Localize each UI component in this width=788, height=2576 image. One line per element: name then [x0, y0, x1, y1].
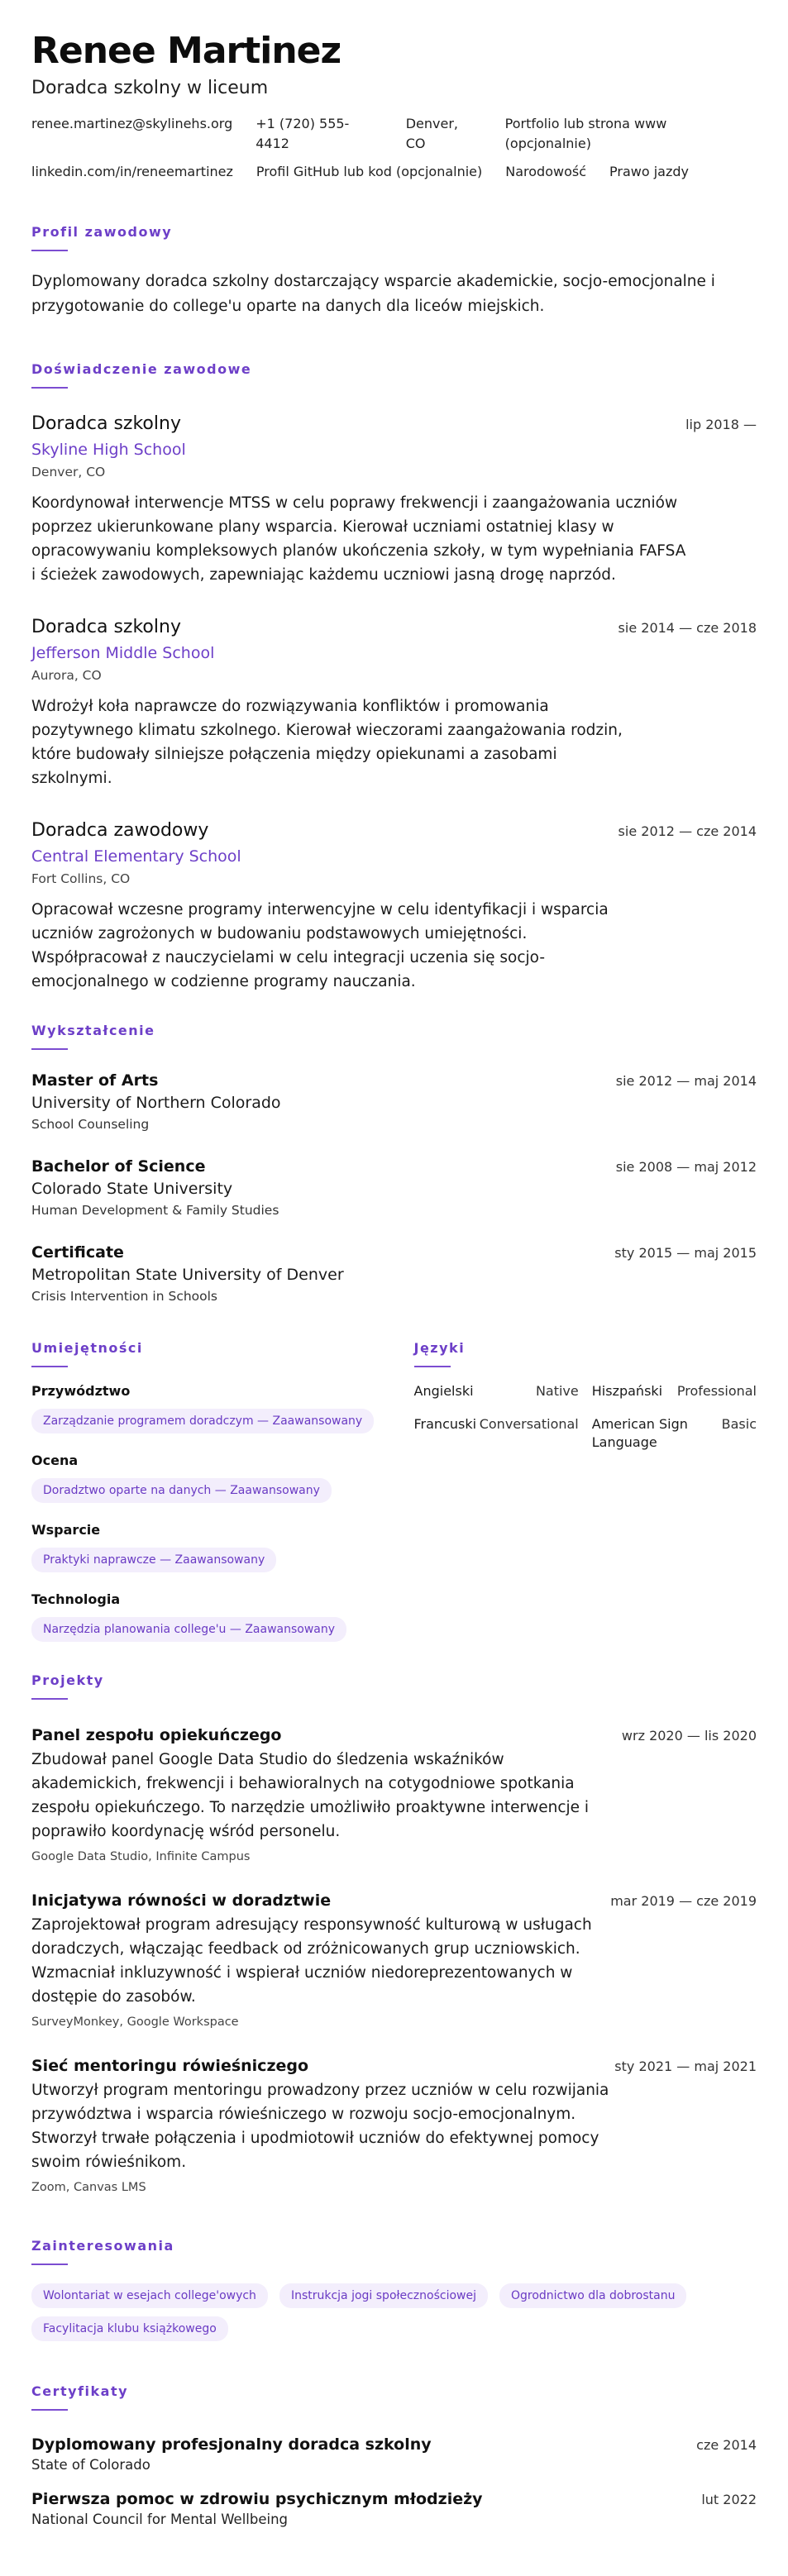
project-description: Zbudował panel Google Data Studio do śledzenia wskaźników akademickich, frekwencji i behawioralnych na cotygodniowe spotkania zespołu opiekuńczego. To narzędzie umożliwiło proaktywne interwencje i poprawiło koordynację wśród personelu. [31, 1751, 590, 1840]
skill-chip: Zarządzanie programem doradczym — Zaawansowany [31, 1409, 374, 1433]
interest-chip: Instrukcja jogi społecznościowej [279, 2283, 488, 2308]
language-level: Basic [721, 1416, 757, 1432]
education-entry [31, 1242, 757, 1306]
job-date: sie 2014 — cze 2018 [618, 620, 757, 636]
education-school: University of Northern Colorado [31, 1094, 281, 1112]
skill-chip: Praktyki naprawcze — Zaawansowany [31, 1548, 276, 1572]
education-school: Colorado State University [31, 1180, 233, 1198]
section-title: Zainteresowania [31, 2238, 174, 2254]
education-degree: Master of Arts [31, 1071, 159, 1090]
interest-chip: Wolontariat w esejach college'owych [31, 2283, 268, 2308]
job-entry [31, 818, 757, 994]
education-degree: Bachelor of Science [31, 1157, 206, 1176]
contact-location: Denver, CO [405, 116, 458, 151]
certifications-section [31, 2383, 757, 2530]
job-title: Doradca zawodowy [31, 820, 209, 841]
skill-chip: Narzędzia planowania college'u — Zaawansowany [31, 1617, 346, 1642]
education-date: sie 2008 — maj 2012 [615, 1159, 757, 1175]
section-divider [31, 1366, 68, 1367]
job-description: Koordynował interwencje MTSS w celu poprawy frekwencji i zaangażowania uczniów poprzez ukierunkowane plany wsparcia. Kierował uczniami ostatniej klasy w opracowywaniu kompleksowych planów ukończenia szkoły, w tym wypełniania FAFSA i ścieżek zawodowych, zapewniając każdemu uczniowi jasną drogę naprzód. [31, 494, 686, 584]
skill-group [31, 1382, 375, 1433]
interest-chip: Ogrodnictwo dla dobrostanu [499, 2283, 687, 2308]
job-company: Jefferson Middle School [31, 644, 215, 662]
project-date: wrz 2020 — lis 2020 [621, 1728, 757, 1744]
skill-group [31, 1521, 375, 1572]
section-divider [31, 250, 68, 251]
section-divider [31, 2409, 68, 2411]
project-description: Utworzył program mentoringu prowadzony przez uczniów w celu rozwijania przywództwa i wsparcia rówieśniczego w rozwoju socjo-emocjonalnym. Stworzył trwałe połączenia i upodmiotowił uczniów do efektywnej pomocy swoim rówieśnikom. [31, 2082, 609, 2171]
education-date: sty 2015 — maj 2015 [614, 1245, 757, 1261]
languages-grid [414, 1382, 757, 1452]
education-field: School Counseling [31, 1117, 150, 1132]
project-tech: SurveyMonkey, Google Workspace [31, 2015, 239, 2029]
skill-group [31, 1452, 375, 1503]
section-divider [31, 1048, 68, 1050]
section-title: Umiejętności [31, 1340, 143, 1356]
contact-phone[interactable]: +1 (720) 555-4412 [256, 116, 350, 151]
contact-line-2 [31, 162, 757, 182]
skill-category: Przywództwo [31, 1383, 131, 1399]
project-title: Sieć mentoringu rówieśniczego [31, 2057, 309, 2075]
language-item [414, 1415, 579, 1452]
section-title: Projekty [31, 1672, 104, 1688]
skill-category: Technologia [31, 1591, 121, 1607]
job-company: Central Elementary School [31, 847, 241, 866]
interest-chip: Facylitacja klubu książkowego [31, 2316, 228, 2341]
contact-email[interactable]: renee.martinez@skylinehs.org [31, 116, 233, 131]
project-entry [31, 1724, 757, 1865]
certification-entry [31, 2488, 757, 2530]
languages-section [414, 1339, 757, 1642]
contact-line-1 [31, 114, 757, 154]
job-entry [31, 412, 757, 587]
interests-section [31, 2237, 757, 2341]
section-title: Języki [413, 1340, 466, 1356]
project-description: Zaprojektował program adresujący responsywność kulturową w usługach doradczych, włączając feedback od zróżnicowanych grup uczniowskich. Wzmacniał inkluzywność i wspierał uczniów niedoreprezentowanych w dostępie do zasobów. [31, 1916, 592, 2006]
skills-section [31, 1339, 375, 1642]
project-entry [31, 2055, 757, 2196]
job-entry [31, 615, 757, 790]
certification-entry [31, 2434, 757, 2475]
section-title: Certyfikaty [31, 2383, 129, 2399]
experience-section [31, 360, 757, 994]
language-item [592, 1415, 757, 1452]
education-degree: Certificate [31, 1243, 124, 1262]
section-title: Doświadczenie zawodowe [31, 361, 252, 377]
candidate-name: Renee Martinez [31, 30, 341, 72]
language-name: Hiszpański [591, 1383, 663, 1399]
summary-section [31, 223, 757, 319]
language-name: Francuski [413, 1416, 477, 1432]
job-description: Opracował wczesne programy interwencyjne w celu identyfikacji i wsparcia uczniów zagrożonych w budowaniu podstawowych umiejętności. Współpracował z nauczycielami w celu integracji uczenia się socjo-emocjonalnego w codzienne programy nauczania. [31, 901, 609, 990]
section-divider [31, 1698, 68, 1700]
job-title: Doradca szkolny [31, 617, 181, 637]
language-level: Native [535, 1383, 579, 1399]
section-divider [31, 2264, 68, 2265]
language-item [592, 1382, 757, 1400]
project-tech: Google Data Studio, Infinite Campus [31, 1850, 251, 1863]
skill-group [31, 1591, 375, 1642]
certification-date: lut 2022 [701, 2492, 757, 2507]
section-divider [414, 1366, 451, 1367]
education-entry [31, 1156, 757, 1220]
certification-title: Pierwsza pomoc w zdrowiu psychicznym młodzieży [31, 2490, 483, 2508]
language-level: Conversational [479, 1416, 579, 1432]
project-title: Inicjatywa równości w doradztwie [31, 1891, 332, 1910]
skill-category: Ocena [31, 1453, 79, 1468]
language-name: American Sign Language [591, 1416, 688, 1450]
section-divider [31, 387, 68, 389]
contact-github[interactable]: Profil GitHub lub kod (opcjonalnie) [256, 164, 483, 179]
skills-languages-row [31, 1339, 757, 1642]
project-date: mar 2019 — cze 2019 [610, 1893, 757, 1909]
job-location: Aurora, CO [31, 668, 102, 683]
language-item [414, 1382, 579, 1400]
education-entry [31, 1070, 757, 1134]
education-school: Metropolitan State University of Denver [31, 1266, 344, 1284]
skill-category: Wsparcie [31, 1522, 101, 1538]
project-entry [31, 1890, 757, 2030]
certification-date: cze 2014 [696, 2437, 757, 2453]
education-field: Human Development & Family Studies [31, 1203, 279, 1218]
contact-driving-license: Prawo jazdy [609, 164, 689, 179]
projects-section [31, 1672, 757, 2196]
project-date: sty 2021 — maj 2021 [614, 2058, 757, 2074]
contact-nationality: Narodowość [505, 164, 587, 179]
job-location: Fort Collins, CO [31, 871, 131, 886]
section-title: Wykształcenie [31, 1023, 155, 1038]
project-title: Panel zespołu opiekuńczego [31, 1726, 282, 1744]
contact-portfolio[interactable]: Portfolio lub strona www (opcjonalnie) [504, 116, 667, 151]
job-title: Doradca szkolny [31, 413, 181, 434]
job-date: lip 2018 — [685, 417, 757, 432]
candidate-role: Doradca szkolny w liceum [31, 78, 269, 98]
job-company: Skyline High School [31, 441, 186, 459]
summary-text: Dyplomowany doradca szkolny dostarczający wsparcie akademickie, socjo-emocjonalne i przygotowanie do college'u oparte na danych dla liceów miejskich. [31, 273, 715, 315]
section-title: Profil zawodowy [31, 224, 173, 240]
certification-title: Dyplomowany profesjonalny doradca szkolny [31, 2435, 432, 2454]
resume-header [31, 30, 757, 182]
interests-list [31, 2278, 709, 2341]
language-level: Professional [676, 1383, 757, 1399]
job-location: Denver, CO [31, 465, 106, 479]
language-name: Angielski [413, 1383, 474, 1399]
contact-linkedin[interactable]: linkedin.com/in/reneemartinez [31, 164, 233, 179]
job-date: sie 2012 — cze 2014 [618, 823, 757, 839]
project-tech: Zoom, Canvas LMS [31, 2181, 146, 2194]
certification-issuer: State of Colorado [31, 2457, 150, 2473]
skill-chip: Doradztwo oparte na danych — Zaawansowany [31, 1478, 332, 1503]
education-date: sie 2012 — maj 2014 [615, 1073, 757, 1089]
education-field: Crisis Intervention in Schools [31, 1289, 218, 1304]
contact-info [31, 114, 757, 182]
job-description: Wdrożył koła naprawcze do rozwiązywania konfliktów i promowania pozytywnego klimatu szkolnego. Kierował wieczorami zaangażowania rodzin, które budowały silniejsze połączenia między opiekunami a zasobami szkolnymi. [31, 698, 623, 787]
education-section [31, 1022, 757, 1306]
certification-issuer: National Council for Mental Wellbeing [31, 2512, 289, 2527]
